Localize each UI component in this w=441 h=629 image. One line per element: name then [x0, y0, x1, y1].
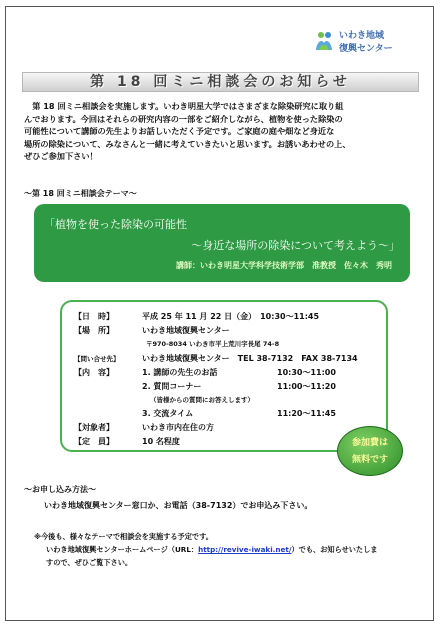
- intro-line: んでおります。今回はそれらの研究内容の一部をご紹介しながら、植物を使った除染の: [24, 113, 343, 124]
- theme-heading: ～第 18 回ミニ相談会テーマ～: [24, 189, 137, 198]
- detail-time: 10:30～11:00: [277, 368, 336, 377]
- detail-value: いわき地域復興センター: [142, 326, 230, 335]
- details-box: [60, 300, 388, 452]
- badge-line1: 参加費は: [351, 438, 388, 448]
- detail-value: いわき市内在住の方: [142, 423, 214, 432]
- person-leaf-logo-icon: [313, 30, 335, 52]
- detail-value: 10 名程度: [142, 437, 180, 446]
- detail-value: 平成 25 年 11 月 22 日（金） 10:30～11:45: [142, 312, 320, 321]
- detail-value: （皆様からの質問にお答えします）: [150, 396, 254, 404]
- logo: [313, 28, 423, 56]
- note-line2-post: ）でも、お知らせいたしま: [291, 545, 378, 554]
- detail-label: 【問い合せ先】: [74, 355, 120, 363]
- intro-line: 可能性について講師の先生よりお話しいただく予定です。ご家庭の庭や畑など身近な: [24, 126, 335, 137]
- note-line2-pre: いわき地域復興センターホームページ（URL：: [46, 545, 199, 554]
- detail-value: 1. 講師の先生のお話: [142, 368, 218, 377]
- note-line1: ※今後も、様々なテーマで相談会を実施する予定です。: [34, 532, 213, 541]
- apply-text: いわき地域復興センター窓口か、お電話（38-7132）でお申込み下さい。: [44, 501, 313, 510]
- detail-label: 【日 時】: [74, 312, 114, 321]
- apply-heading: ～お申し込み方法～: [24, 485, 96, 494]
- page-title: 第 18 回ミニ相談会のお知らせ: [90, 74, 351, 90]
- detail-value: いわき地域復興センター TEL 38-7132 FAX 38-7134: [142, 354, 358, 363]
- detail-label: 【定 員】: [74, 437, 114, 446]
- intro-line: 場所の除染について、みなさんと一緒に考えていきたいと思います。お誘いあわせの上、: [24, 138, 351, 149]
- note: [34, 530, 378, 569]
- free-badge: [337, 426, 403, 476]
- theme-box: [34, 204, 410, 282]
- website-link[interactable]: http://revive-iwaki.net/: [198, 545, 292, 554]
- theme-line2: ～身近な場所の除染について考えよう～」: [191, 239, 400, 252]
- detail-value: 〒970-8034 いわき市平上荒川字長尾 74-8: [146, 340, 280, 348]
- detail-label: 【場 所】: [74, 326, 114, 335]
- note-line3: すので、ぜひご覧下さい。: [46, 558, 133, 567]
- detail-label: 【対象者】: [74, 423, 114, 432]
- intro-paragraph: [24, 100, 420, 163]
- logo-line1: いわき地域: [339, 31, 385, 41]
- intro-line: 第 18 回ミニ相談会を実施します。いわき明星大学ではさまざまな除染研究に取り組: [24, 101, 344, 111]
- detail-time: 11:00～11:20: [277, 382, 336, 391]
- intro-line: ぜひご参加下さい！: [24, 151, 98, 162]
- theme-line1: 「植物を使った除染の可能性: [44, 218, 187, 231]
- detail-value: 2. 質問コーナー: [142, 382, 202, 391]
- logo-line2: 復興センター: [339, 44, 393, 54]
- detail-label: 【内 容】: [74, 368, 114, 377]
- note-line2: [34, 543, 378, 556]
- detail-value: 3. 交流タイム: [142, 409, 194, 418]
- badge-line2: 無料です: [351, 455, 388, 465]
- detail-time: 11:20～11:45: [277, 409, 336, 418]
- theme-speaker: 講師：いわき明星大学科学技術学部 准教授 佐々木 秀明: [176, 261, 392, 270]
